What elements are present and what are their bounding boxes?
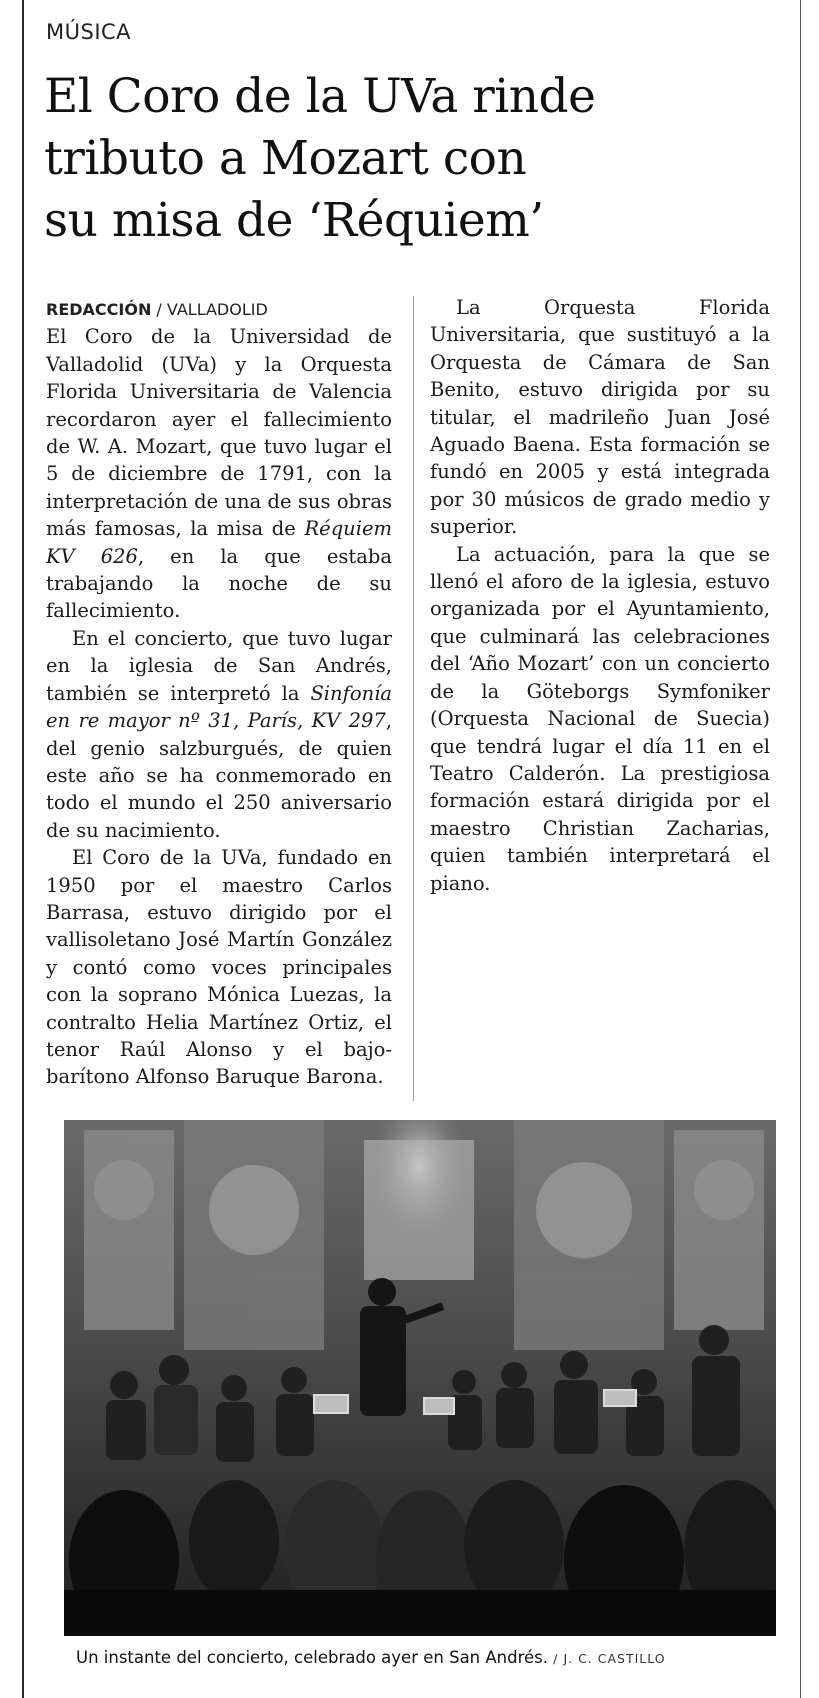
- headline-line-2: tributo a Mozart con: [44, 131, 527, 186]
- concert-photo-illustration: [64, 1120, 776, 1636]
- paragraph-2-text-a: En el concierto, que tuvo lugar en la iglesia de San Andrés, también se interpretó la: [46, 626, 392, 705]
- photo-caption: [76, 1648, 776, 1667]
- paragraph-3: El Coro de la UVa, fundado en 1950 por el maestro Carlos Barrasa, estuvo dirigido por el vallisoletano José Martín González y contó como voces principales con la soprano Mónica Luezas, la contralto Helia Martínez Ortiz, el tenor Raúl Alonso y el bajo-barítono Alfonso Baruque Barona.: [46, 846, 392, 1089]
- altarpiece-right: [514, 1120, 764, 1350]
- headline-line-3: su misa de ‘Réquiem’: [44, 193, 544, 248]
- column-divider: [413, 296, 414, 1101]
- paragraph-1-text-b: , en la que estaba trabajando la noche de su fallecimiento.: [46, 544, 392, 623]
- byline: REDACCIÓN / VALLADOLID: [46, 300, 268, 319]
- photo-credit: / J. C. CASTILLO: [553, 1651, 666, 1666]
- headline: [44, 66, 764, 252]
- paragraph-2-text-b: , del genio salzburgués, de quien este año se ha conmemorado en todo el mundo el 250 aniversario de su nacimiento.: [46, 709, 392, 842]
- work-title-requiem: Réquiem KV 626: [46, 517, 392, 568]
- paragraph-2: [46, 625, 392, 844]
- byline-author: REDACCIÓN: [46, 300, 152, 319]
- page-edge-left: [22, 0, 24, 1698]
- byline-location: VALLADOLID: [166, 300, 268, 319]
- concert-photo: [64, 1120, 776, 1636]
- article-column-right: [430, 294, 770, 897]
- headline-line-1: El Coro de la UVa rinde: [44, 69, 596, 124]
- work-title-symphony: Sinfonía en re mayor nº 31, París, KV 297: [46, 681, 392, 733]
- paragraph-5: La actuación, para la que se llenó el aforo de la iglesia, estuvo organizada por el Ayuntamiento, que culminará las celebraciones del ‘Año Mozart’ con un concierto de la Göteborgs Symfoniker (Orquesta Nacional de Suecia) que tendrá lugar el día 11 en el Teatro Calderón. La prestigiosa formación estará dirigida por el maestro Christian Zacharias, quien también interpretará el piano.: [430, 542, 770, 895]
- altarpiece-left: [84, 1120, 324, 1350]
- section-label: MÚSICA: [46, 20, 132, 44]
- article-column-left: [46, 296, 392, 1091]
- paragraph-1-text-a: El Coro de la Universidad de Valladolid (UVa) y la Orquesta Florida Universitaria de Valencia recordaron ayer el fallecimiento de W. A. Mozart, que tuvo lugar el 5 de diciembre de 1791, con la interpretación de una de sus obras más famosas, la misa de: [46, 325, 392, 541]
- caption-text: Un instante del concierto, celebrado ayer en San Andrés.: [76, 1648, 549, 1667]
- page-edge-right: [800, 0, 801, 1698]
- paragraph-4: La Orquesta Florida Universitaria, que sustituyó a la Orquesta de Cámara de San Benito, estuvo dirigida por su titular, el madrileño Juan José Aguado Baena. Esta formación se fundó en 2005 y está integrada por 30 músicos de grado medio y superior.: [430, 296, 770, 539]
- paragraph-1: [46, 323, 392, 624]
